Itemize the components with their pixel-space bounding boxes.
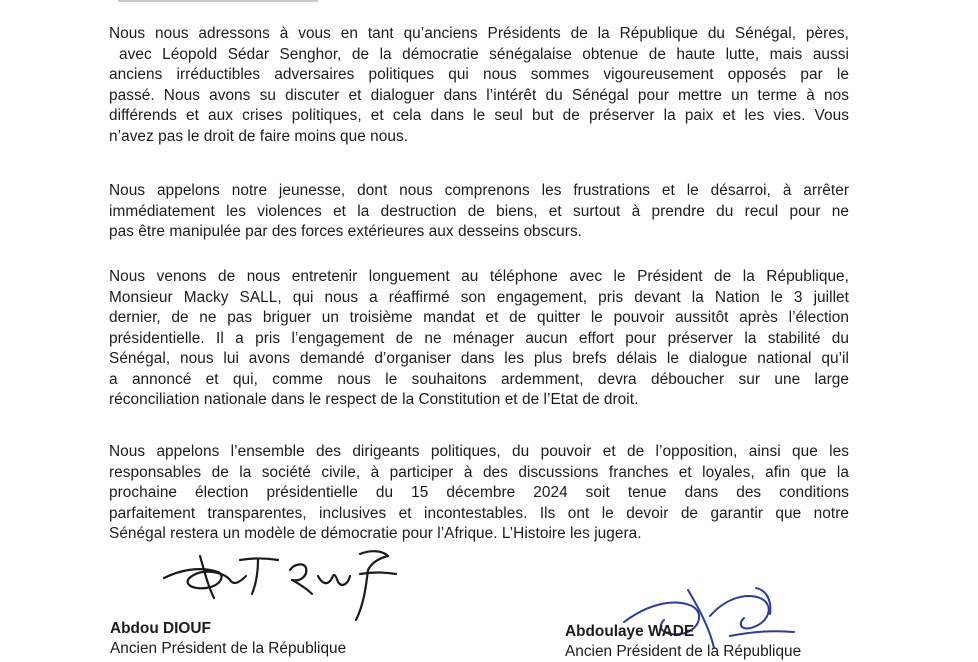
cropped-top-line xyxy=(118,0,318,7)
paragraph-1 xyxy=(109,24,849,147)
text-line: Sénégal, nous lui avons demandé d’organiser dans les plus brefs délais le dialogue national qu’il xyxy=(109,350,849,367)
text-line: a annoncé et qui, comme nous le souhaitons ardemment, devra déboucher sur une large xyxy=(109,370,849,388)
signatory-title: Ancien Président de la République xyxy=(565,643,802,660)
text-line: présidentielle. Il a pris l’engagement de ne ménager aucun effort pour préserver la stabilité du xyxy=(109,329,849,347)
signatory-name: Abdoulaye WADE xyxy=(565,623,695,640)
text-line: dernier, de ne pas briguer un troisième mandat et de quitter le pouvoir aussitôt après l’élection xyxy=(109,309,849,326)
text-line: pas être manipulée par des forces extérieures aux desseins obscurs. xyxy=(109,223,583,240)
text-line: Nous appelons notre jeunesse, dont nous comprenons les frustrations et le désarroi, à arrêter xyxy=(109,182,849,199)
text-line: immédiatement les violences et la destruction de biens, et surtout à prendre du recul pour ne xyxy=(109,202,849,220)
text-line: parfaitement transparentes, inclusives et incontestables. Ils ont le devoir de garantir que notre xyxy=(109,504,849,522)
text-line: n’avez pas le droit de faire moins que nous. xyxy=(109,127,409,145)
text-line: différends et aux crises politiques, et cela dans le seul but de préserver la paix et les vies. Vous xyxy=(109,107,849,124)
text-line: Nous nous adressons à vous en tant qu’anciens Présidents de la République du Sénégal, pères, xyxy=(109,25,849,42)
paragraph-4 xyxy=(109,442,849,545)
text-line: Nous venons de nous entretenir longuement au téléphone avec le Président de la République, xyxy=(109,268,849,285)
paragraph-3 xyxy=(109,267,849,411)
paragraph-2 xyxy=(109,181,849,243)
text-line: avec Léopold Sédar Senghor, de la démocratie sénégalaise obtenue de haute lutte, mais aussi xyxy=(119,45,849,63)
text-line: passé. Nous avons su discuter et dialoguer dans l’intérêt du Sénégal pour mettre un terme à nos xyxy=(109,86,849,104)
signatory-right xyxy=(565,622,801,662)
text-line: Sénégal restera un modèle de démocratie pour l’Afrique. L’Histoire les jugera. xyxy=(109,525,642,542)
signatory-left xyxy=(110,619,346,659)
text-line: prochaine élection présidentielle du 15 décembre 2024 soit tenue dans des conditions xyxy=(109,484,849,501)
signatory-title: Ancien Président de la République xyxy=(110,640,347,657)
text-line: anciens irréductibles adversaires politiques qui nous sommes vigoureusement opposés par le xyxy=(109,66,849,83)
text-line: Monsieur Macky SALL, qui nous a réaffirmé son engagement, pris devant la Nation le 3 juillet xyxy=(109,288,849,306)
text-line: réconciliation nationale dans le respect de la Constitution et de l’Etat de droit. xyxy=(109,391,639,408)
signature-left-icon xyxy=(160,546,430,626)
text-line: Nous appelons l’ensemble des dirigeants politiques, du pouvoir et de l’opposition, ainsi que les xyxy=(109,443,849,460)
signatory-name: Abdou DIOUF xyxy=(110,620,211,637)
text-line: responsables de la société civile, à participer à des discussions franches et loyales, afin que la xyxy=(109,463,849,481)
